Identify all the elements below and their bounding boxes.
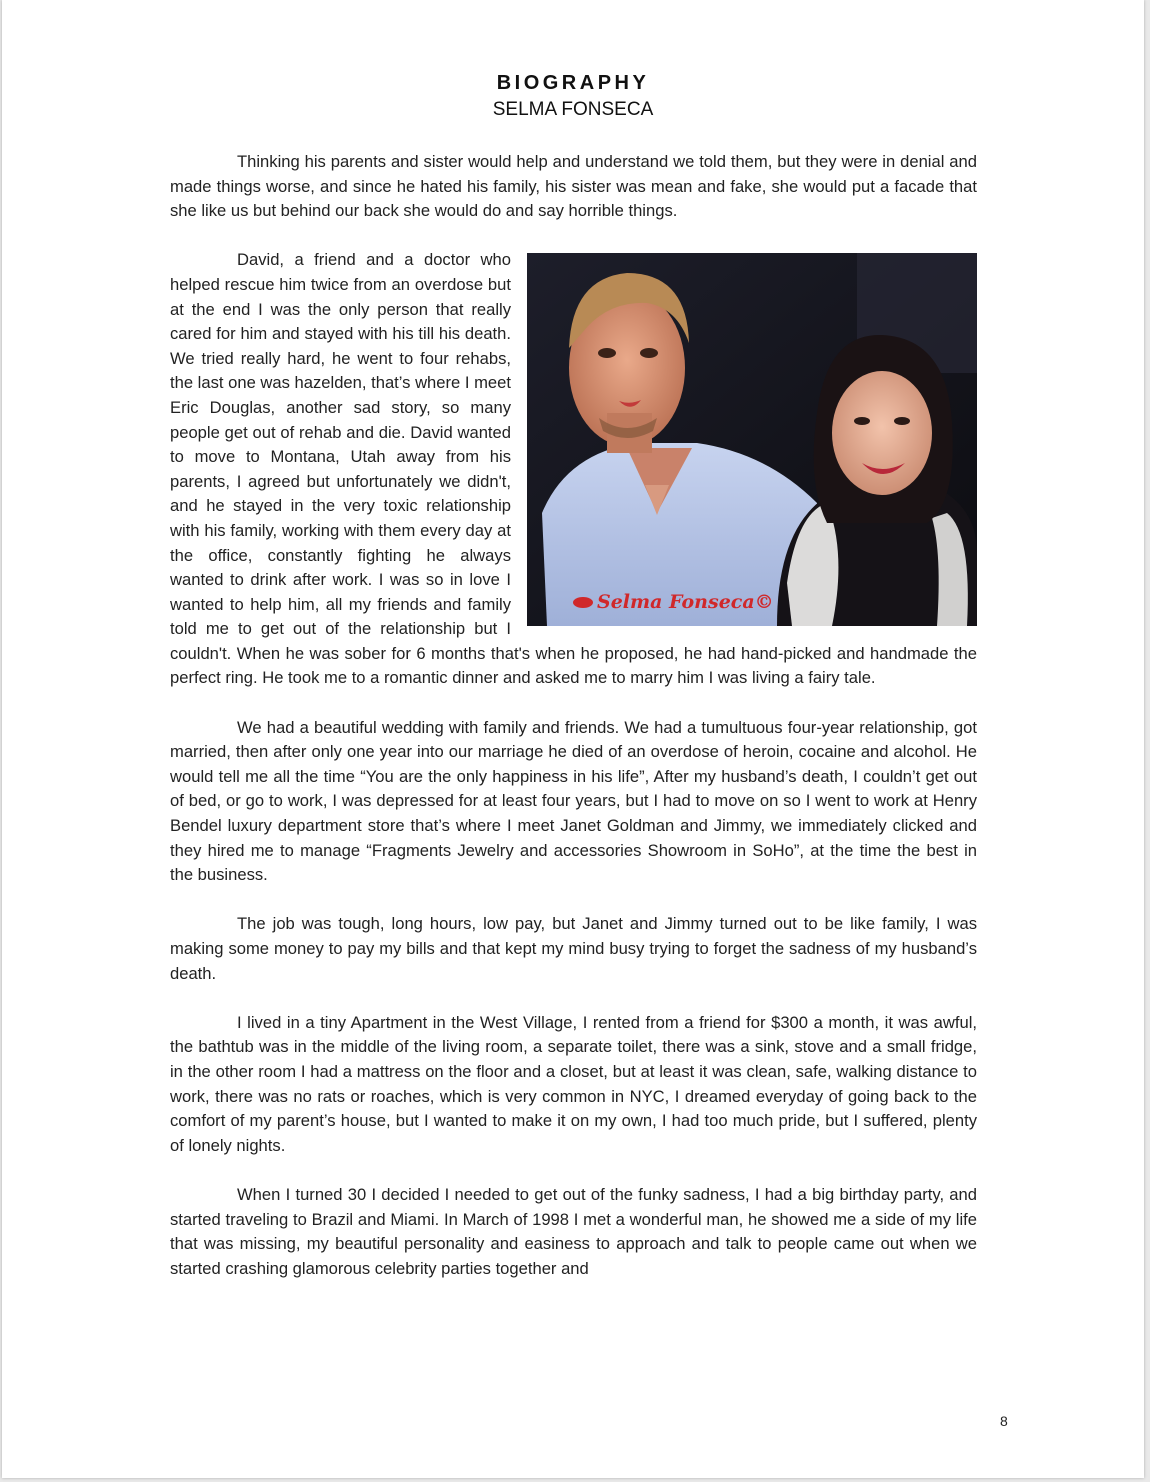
paragraph-5: I lived in a tiny Apartment in the West Village, I rented from a friend for $300 a month, it was awful, the bathtub was in the middle of the living room, a separate toilet, there was a sink, stove and a small fridge, in the other room I had a mattress on the floor and a closet, but at least it was clean, safe, walking distance to work, there was no rats or roaches, which is very common in NYC, I dreamed everyday of going back to the comfort of my parent’s house, but I wanted to make it on my own, I had too much pride, but I suffered, plenty of lonely nights. — [170, 1012, 977, 1155]
photo — [527, 253, 977, 626]
page-number: 8 — [1000, 1413, 1008, 1429]
paragraph-4: The job was tough, long hours, low pay, but Janet and Jimmy turned out to be like family, I was making some money to pay my bills and that kept my mind busy trying to forget the sadness of my husband’s death. — [170, 914, 977, 983]
photo-watermark — [573, 590, 774, 615]
watermark-text: Selma Fonseca© — [597, 590, 774, 613]
biography-body — [170, 150, 977, 1306]
page-subtitle: SELMA FONSECA — [492, 99, 654, 120]
paragraph-3: We had a beautiful wedding with family and friends. We had a tumultuous four-year relationship, got married, then after only one year into our marriage he died of an overdose of heroin, cocaine and alcohol. He would tell me all the time “You are the only happiness in his life”, After my husband’s death, I couldn’t get out of bed, or go to work, I was depressed for at least four years, but I had to move on so I went to work at Henry Bendel luxury department store that’s where I meet Janet Goldman and Jimmy, we immediately clicked and they hired me to manage “Fragments Jewelry and accessories Showroom in SoHo”, at the time the best in the business. — [170, 717, 977, 885]
lips-icon — [573, 597, 593, 608]
paragraph-2: David, a friend and a doctor who helped rescue him twice from an overdose but at the end I was the only person that really cared for him and stayed with his till his death. We tried really hard, he went to four rehabs, the last one was hazelden, that’s where I meet Eric Douglas, another sad story, so many people get out of rehab and die. David wanted to move to Montana, Utah away from his parents, I agreed but unfortunately we didn't, and he stayed in the very toxic relationship with his family, working with them every day at the office, constantly fighting he always wanted to drink after work. I was so in love I wanted to help him, all my friends and family told me to get out of the relationship but I couldn't. When he was sober for 6 months that's when he proposed, he had hand-picked and handmade the perfect ring. He took me to a romantic dinner and asked me to marry him I was living a fairy tale. — [170, 250, 977, 688]
paragraph-6: When I turned 30 I decided I needed to get out of the funky sadness, I had a big birthday party, and started traveling to Brazil and Miami. In March of 1998 I met a wonderful man, he showed me a side of my life that was missing, my beautiful personality and easiness to approach and talk to people came out when we started crashing glamorous celebrity parties together and — [170, 1184, 977, 1278]
photo-illustration — [527, 253, 977, 626]
document-page — [2, 0, 1144, 1478]
paragraph-1: Thinking his parents and sister would help and understand we told them, but they were in denial and made things worse, and since he hated his family, his sister was mean and fake, she would put a facade that she like us but behind our back she would do and say horrible things. — [170, 152, 977, 221]
page-header — [2, 70, 1144, 123]
page-title: BIOGRAPHY — [496, 72, 650, 94]
